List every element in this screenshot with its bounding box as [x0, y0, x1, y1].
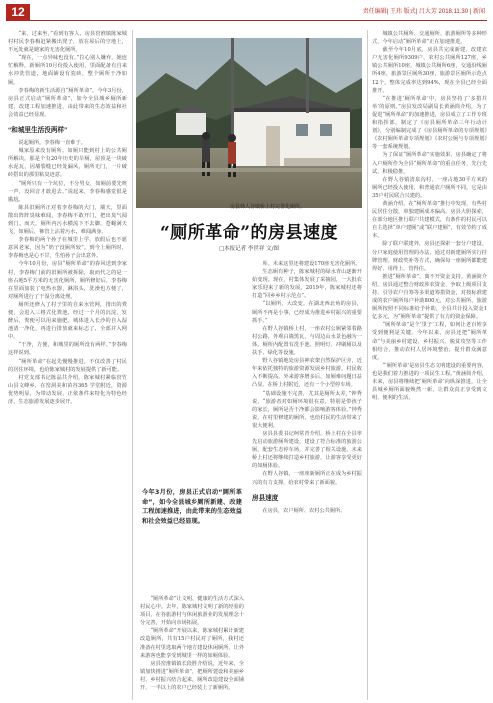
article-headline: “厕所革命”的房县速度	[159, 223, 339, 243]
article-photo	[136, 38, 362, 208]
body-paragraph: “厕所革命”是个‘里子’工程，如何让老百姓享受到便利是关键。今年以来，房县还把“厕所革命”与美丽乡村建设、乡村振兴、脱贫攻坚等工作相结合，推动农村人居环境整治，提升群众满意度。	[372, 322, 487, 361]
body-paragraph: “在推进‘厕所革命’中，房县坚持了‘多措并举’的原则。”房县发改局副局长黄涵简介绍，为了促进“厕所革命”的加速推进，房县成立了工作专班和指挥部，制定了《房县厕所革命三年行动计划》，分别编制完成了《房县厕所革命的专项规划》《农村厕所革命专项规划》《农村公厕与专项规划》等一套系统规划。	[372, 95, 487, 151]
article-column-4	[372, 30, 487, 700]
body-paragraph: 陈县旧厕所正对着李春梅的大门，墙天，里面散出阵阵臭味难闻，李春梅不敢开门，把出臭气闻到门。而天，厕所内污水横流下不去脚，苍蝇满天飞，如厕后，裤管上沾着污水，难闻满身。	[8, 204, 127, 236]
body-paragraph: 在野人谷镇桥上村，一座农村公厕紧邻着路村公路，外观白墙黑瓦，与周边山水景色融为一体。厕所内配置有洗手池、照明灯、冲刷厕以及扶手、绿化等设施。	[252, 325, 362, 357]
body-paragraph: 在野人谷镇，一座座新厕所正在成为乡村振兴的有力支撑，给农村带来了新面貌。	[252, 471, 362, 486]
body-paragraph: 截至今年10月底，房县共完成新建、改建农户无害化厕所9309户，农村公共厕所127座，乡镇公共厕所10座，城镇公共厕所6座，交通沿线厕所4座，旅游景区厕所30座，旅游景区厕所示范点12个，整体完成率达到94%，现在全县已经全面推开。	[372, 47, 487, 94]
page-header	[0, 0, 493, 22]
body-paragraph: 城家原来没有厕所。如厕只能到村上的公共厕所解决。那是个有20年历史的旱厕，屋顶是一块破水泥瓦，因墙裂缝已经处漏风，厕所无门，一片破砖搭出的那里粘臭迹意。	[8, 148, 127, 179]
body-paragraph: 村党支部书记陈晶共介绍，陈家城村紧临窑竹山县文峰乡，在窑洞美和苗谷365 学堂附近，资源优势明显，为带动发展，正依条件来特化为特色经济，生态旅游发展逐步展开。	[8, 374, 127, 406]
column-divider	[367, 30, 368, 700]
body-paragraph: “厕所革命”开展以来，陈家城村累计新建改造厕所，共有15户村民对了厕所，我村还准备在村里选取两个地方建设休闲厕所，让外来游客也能享受到城里一样的如厕体验。	[140, 628, 244, 659]
body-paragraph: 野人谷镇地处房县神农架自然保护区旁，近年来依托独特的旅游资源发展乡村旅游，村民收入不断提高。外来游客增多后，如厕难问题日益凸显。在桥上村附近，还有一个小型停车场。	[252, 358, 362, 389]
body-paragraph: “以厕所，大改变。在湖北西北角的房县，厕所不再是小事，已经成为推进乡村振兴的重要抓手。”	[252, 301, 362, 324]
body-paragraph: 在房县，农户厕所、农村公共厕所、	[262, 507, 346, 514]
body-paragraph: 在野人谷镇清泉沟村，一座占地30平方米的厕所已经投入使用，和普通农户厕所不同，它是由35户村民联合兴建的。	[372, 176, 487, 199]
header-meta: 责任编辑| 王玮 版式| 吕大芳 2018.11.30 | 新闻	[362, 9, 485, 15]
article-column-1	[8, 30, 127, 700]
body-paragraph: “厕所只有一个坑位，不分男女，如厕前要先咳一声，没回音才敢进去。”说起来，李春梅感觉很是尴尬。	[8, 180, 127, 203]
body-paragraph: “厕所革命”让文明、健康的生活方式深入村民心中。去年，陈家城村文明了新的经验的项目，在谷旅游村与休闲旅游业的发展理念十分完善，开始向市场拓展。	[140, 596, 244, 627]
section-heading: 房县速度	[252, 494, 279, 502]
header-rule	[6, 20, 487, 21]
article-column-3	[252, 260, 362, 700]
body-paragraph: “现在，一点异味也没有。”拉心别人嫌弃，她连忙解释。新厕所10月份投入使用，里面配备有自来水冲洗管道，地面铺设有瓷砖，整个厕所干净如厕。	[8, 55, 127, 86]
body-paragraph: “‘厕所革命’是房县生态文明建设的重要内容，也是我们着力推进的一项民生工程。”黄涵简介绍，未来，房县将继续把‘厕所革命’向纵深推进，让全县城乡厕所面貌焕然一新，让群众真正享受到文明、便利的生活。	[372, 362, 487, 402]
body-paragraph: 城镇公共厕所、交通厕所、旅游厕所等多种形式，今年启动“厕所革命”正在加速推进。	[372, 31, 487, 46]
column-divider	[132, 30, 133, 700]
body-paragraph: 房县窑淮镇镇长段胜介绍说，近年来，全镇加快推进“厕所革命”，把厕所建设和美丽乡村、乡村振兴结合起来，厕所改造建设全面铺开，一半以上的农户已经装上了新厕所。	[140, 660, 244, 692]
body-paragraph: 除了联户联建外，房县还探索一套分户建设、分户家庭使用管理的办法，通过对新建厕所实行挂牌管理、财政奖补等方式，确保每一座厕所都能建得好、用得上、管得住。	[372, 241, 487, 272]
body-paragraph: 厕所还修入了村子里的自来水管网，排出的粪便，会进入三格式化粪池，经过一个月的沉淀、发酵后，粪便可以用来施肥。城体进入长沙的自入湿池清一净化，再进行排放就来标志了，全部并入网中。	[8, 301, 127, 341]
photo-caption: 房县韩人谷镇桥上村完善化厕所。	[230, 204, 306, 210]
body-paragraph: 房县县委书记柯常青介绍，桥上村在全县率先启动旅游厕所建设，建设了符合标准的旅游公厕，配套生态停车场，并完善了相关设施。未来桥上村还将继续打造乡村旅游，让游客享受更好的如厕体验。	[252, 430, 362, 470]
body-paragraph: 李春梅的两个孙子在城里上学，放假后也不愿意回老家，因为“奶子没厕所较”。到今上厕所时，李春梅也是心不甘，生怕孙子会出意外。	[8, 237, 127, 260]
body-paragraph: 说起厕所，李春梅一直难于。	[18, 140, 86, 147]
body-paragraph: “干净，方便，和城里的厕所没有两样。”李春梅这样说到。	[8, 342, 127, 357]
body-paragraph: 为了保证“厕所革命”实施效果，房县确定了将入户厕所作为全县“厕所革命”的重点任务，先行先试，积极稳推。	[372, 152, 487, 175]
body-paragraph: 今年10月份，房县“厕所革命”的春风送到李家村，李春梅门前的旧厕所被拆除，取而代之的是一座占地5平方米的无害化厕所，厕所修好后，李春梅在里面加装了电热水器、淋浴头，洗澡也方便了，对厕所进行了干湿分离处理。	[8, 261, 127, 300]
article-column-2	[140, 595, 244, 700]
body-paragraph: 推进“厕所革命”，离不开资金支持。黄涵简介绍，房县通过整合财政涉农资金、争取上级项目支持、引导农户自筹等多渠道筹措资金，对按标准建成的农户厕所每户补助800元，对公共厕所、旅游厕所按照不同标准给予补助，全县共计投入资金1亿多元，为“厕所革命”提供了有力的资金保障。	[372, 273, 487, 321]
page-number: 12	[6, 4, 30, 20]
body-paragraph: 库。未来这里还将建设170座无害化厕所。	[262, 261, 361, 267]
body-paragraph: 李春梅的新生活源自“厕所革命”。今年3月份，房县正式启动“厕所革命”，如今全县城乡厕所新建、改建工程加速推进，由此带来的生态效益和社会效益已经显现。	[8, 87, 127, 118]
body-paragraph: “基础设施不完善，尤其是厕所太差，”钟秀说，“旅游者对如厕环境很在意，特别是带孩子的家长，厕所是否干净都会影响游客体验。”钟秀说，在村里修建的厕所，也给村民的生活带来了很大便利。	[252, 390, 362, 429]
body-paragraph: “来，过来坐，”看到有客人，房县窑淮镇陈家城村村民李春梅赶紧搬出凳子，放在屋后的空地上，不远处就是她家的无害化厕所。	[8, 31, 127, 54]
body-paragraph: 生态厕有种子，陈家城村的绿水青山逐渐开始变现。现在，村集体发展了采摘园，一大批农家乐迎来了新的发展。2019年，陈家城村还将打造“回乡乡村示范点”。	[252, 269, 362, 300]
body-paragraph: 黄涵介绍，在“厕所革命”推行中发现，有些村民居住分散，单独建厕成本偏高，房县大胆探索，在部分地区推行联户共建模式，有条件的村民可以自主选择“单户建厕”或“联户建厕”，有效节约了成本。	[372, 200, 487, 240]
body-paragraph: “厕所革命”在起先慢慢推进，不仅改善了村民的居住环境，也给陈家城村的发展提供了新可能。	[8, 358, 127, 373]
pull-quote: 今年3月份，房县正式启动“厕所革命”，如今全县城乡厕所新建、改建工程加速推进，由此带来的生态效益和社会效益已经显现。	[142, 489, 242, 525]
section-heading: “和城里生活没两样”	[8, 127, 68, 135]
article-byline: □本报记者 李世祥 文/图	[218, 246, 280, 252]
